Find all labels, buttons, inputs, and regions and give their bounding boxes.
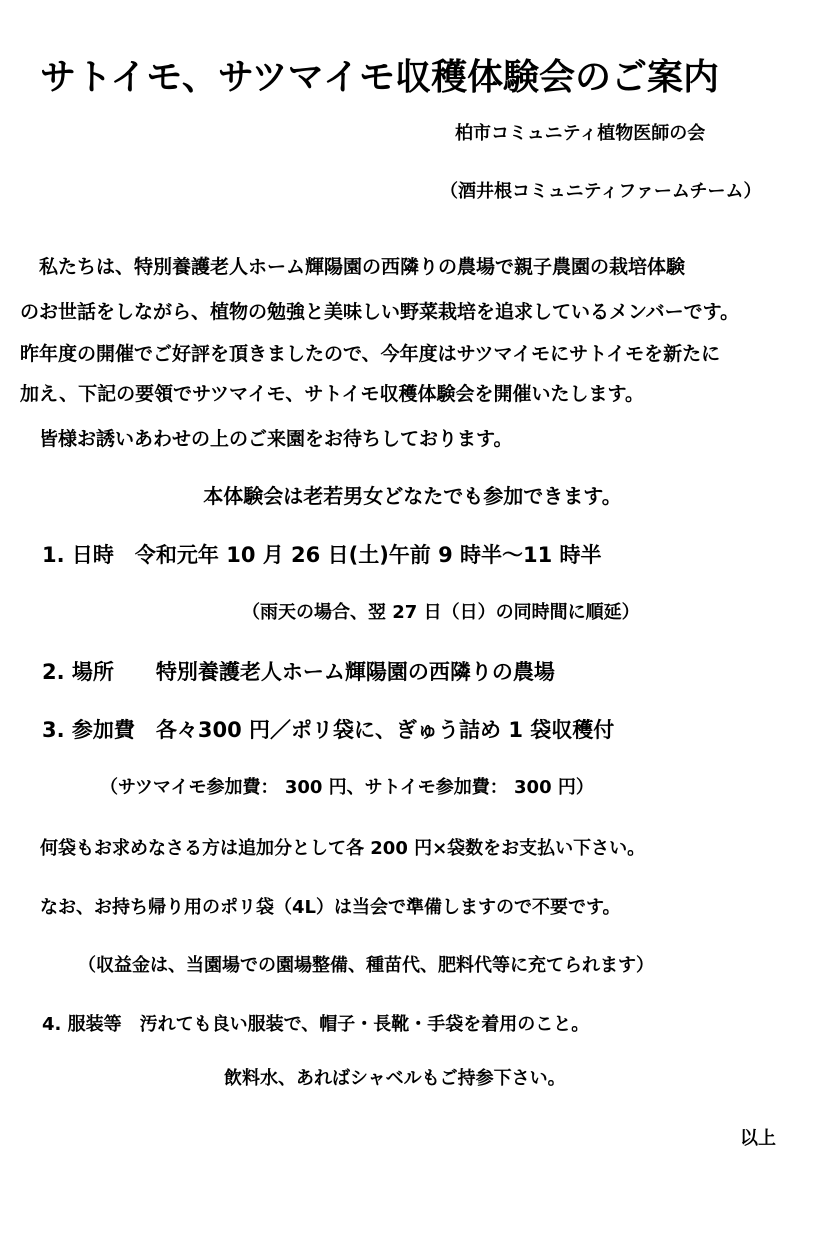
event-date: 1. 日時 令和元年 10 月 26 日(土)午前 9 時半～11 時半 [42, 543, 602, 567]
dress-code: 4. 服装等 汚れても良い服装で、帽子・長靴・手袋を着用のこと。 [42, 1014, 590, 1035]
highlight-note: 本体験会は老若男女どなたでも参加できます。 [203, 484, 622, 508]
participation-fee: 3. 参加費 各々300 円／ポリ袋に、ぎゅう詰め 1 袋収穫付 [42, 718, 615, 742]
items-to-bring: 飲料水、あればシャベルもご持参下さい。 [224, 1068, 566, 1089]
bag-provided-note: なお、お持ち帰り用のポリ袋（4L）は当会で準備しますので不要です。 [40, 897, 621, 918]
organization-name: 柏市コミュニティ植物医師の会 [455, 123, 706, 144]
page-title: サトイモ、サツマイモ収穫体験会のご案内 [40, 57, 719, 98]
closing-mark: 以上 [740, 1128, 776, 1149]
rain-note: （雨天の場合、翌 27 日（日）の同時間に順延） [242, 602, 640, 623]
additional-bag-note: 何袋もお求めなさる方は追加分として各 200 円×袋数をお支払い下さい。 [40, 838, 646, 859]
event-place: 2. 場所 特別養護老人ホーム輝陽園の西隣りの農場 [42, 660, 555, 684]
intro-line-1: 私たちは、特別養護老人ホーム輝陽園の西隣りの農場で親子農園の栽培体験 [20, 256, 686, 278]
intro-line-3: 昨年度の開催でご好評を頂きましたので、今年度はサツマイモにサトイモを新たに [20, 343, 721, 365]
team-name: （酒井根コミュニティファームチーム） [440, 181, 762, 202]
intro-line-2: のお世話をしながら、植物の勉強と美味しい野菜栽培を追求しているメンバーです。 [20, 301, 740, 323]
intro-line-4: 加え、下記の要領でサツマイモ、サトイモ収穫体験会を開催いたします。 [20, 383, 644, 405]
intro-line-5: 皆様お誘いあわせの上のご来園をお待ちしております。 [20, 428, 513, 450]
proceeds-note: （収益金は、当園場での園場整備、種苗代、肥料代等に充てられます） [78, 955, 654, 976]
fee-breakdown: （サツマイモ参加費： 300 円、サトイモ参加費： 300 円） [100, 777, 594, 798]
